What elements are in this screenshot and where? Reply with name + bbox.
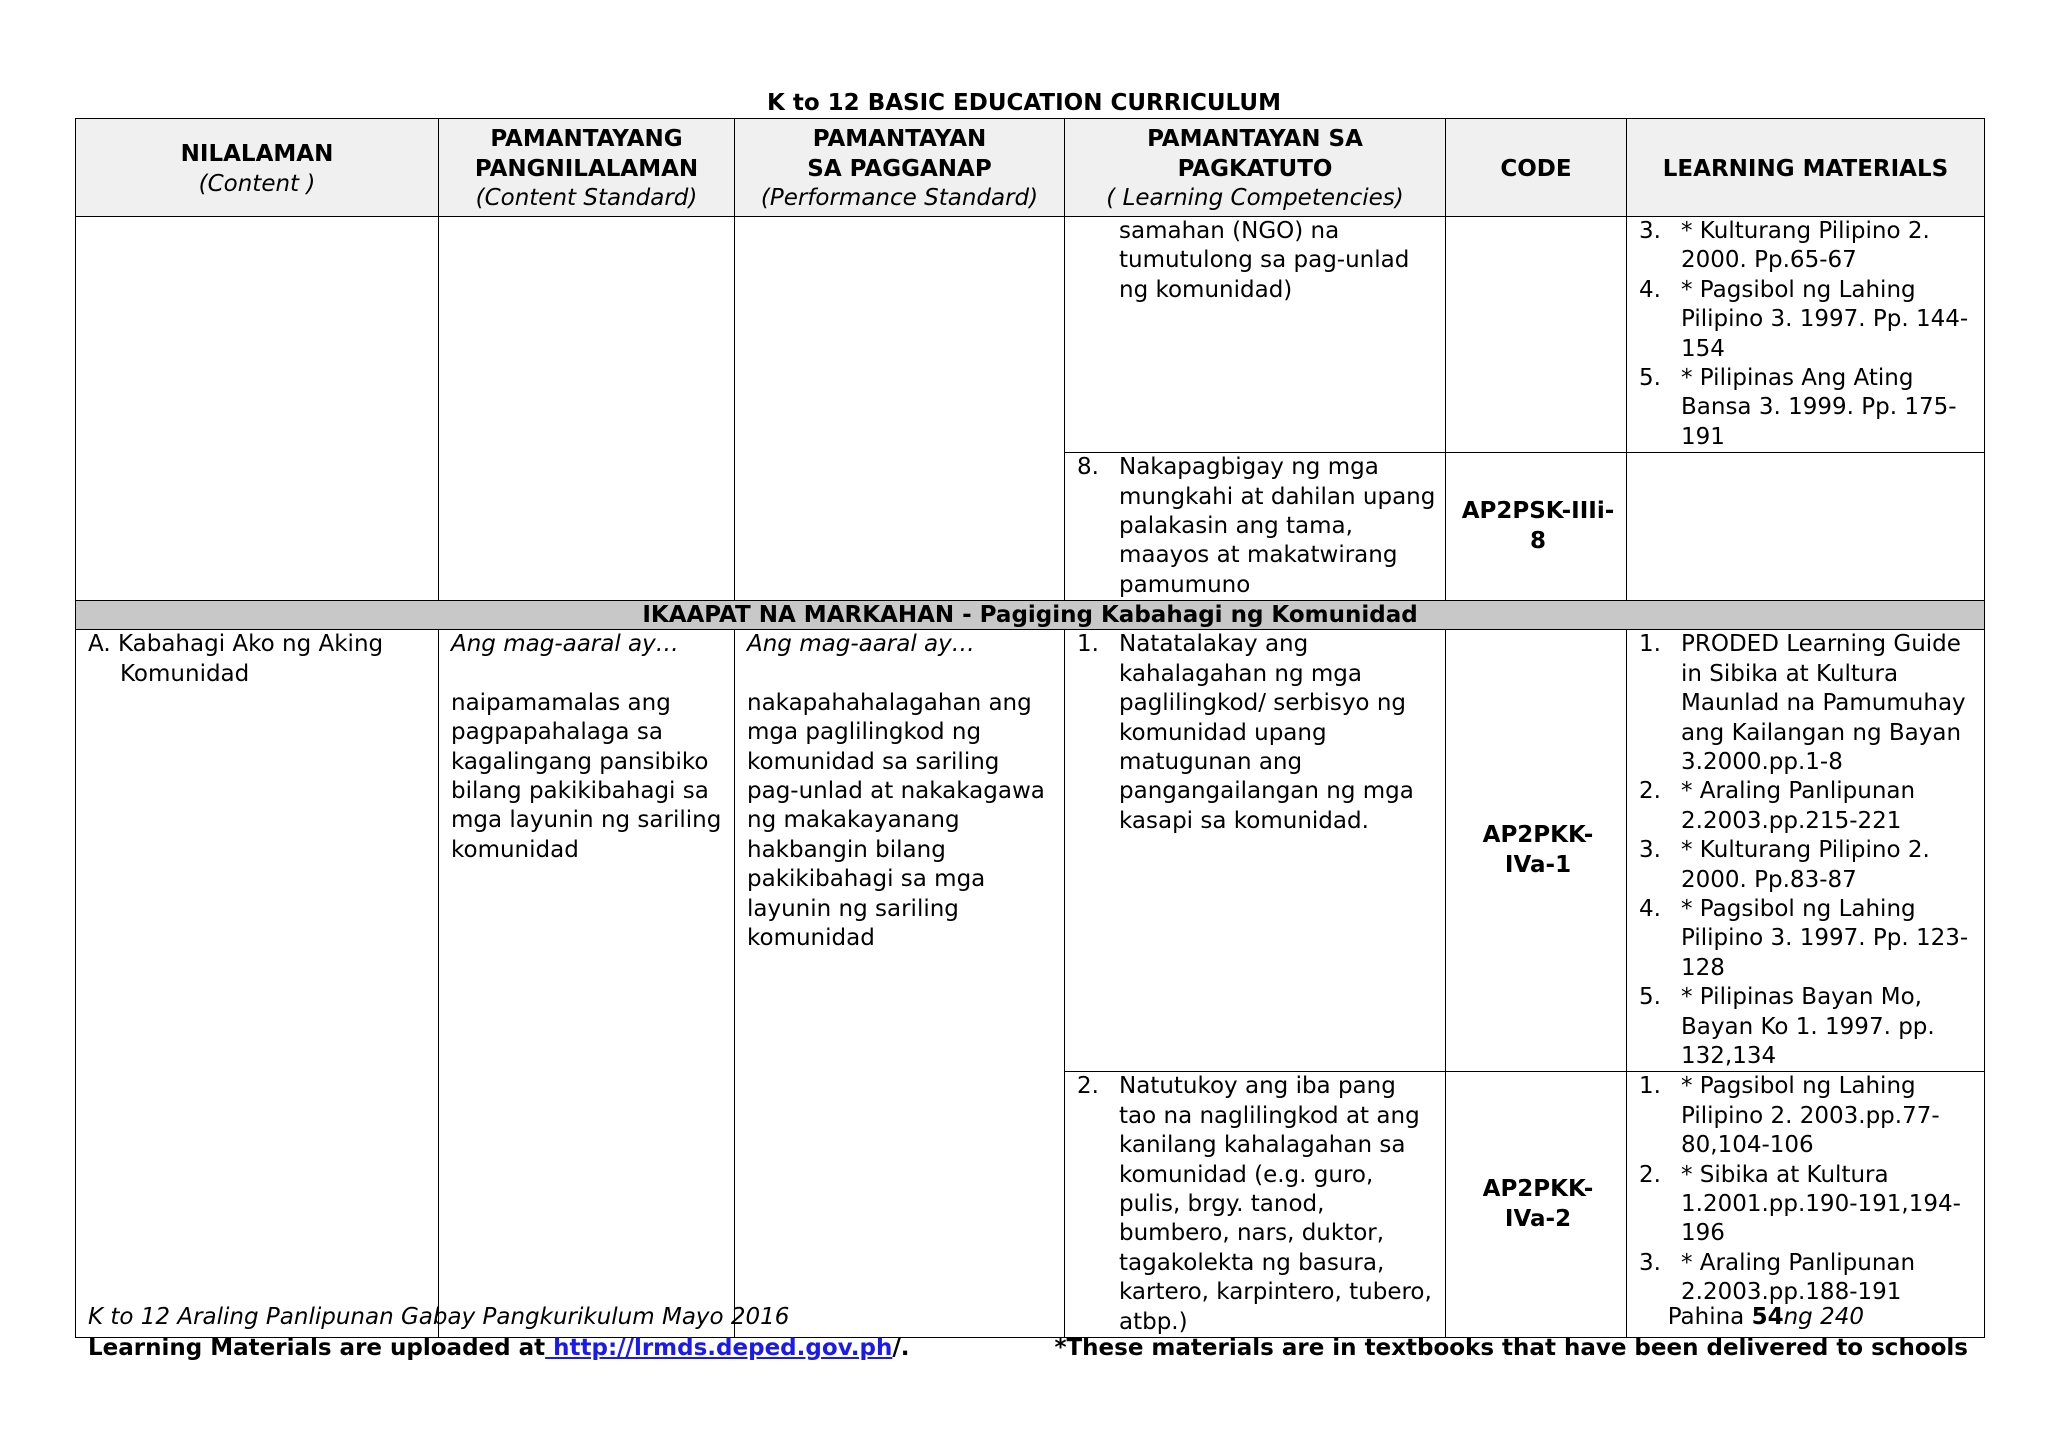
footer-uploaded-text: Learning Materials are uploaded at bbox=[88, 1335, 546, 1361]
footer-guide: K to 12 Araling Panlipunan Gabay Pangkurikulum Mayo 2016 bbox=[88, 1304, 790, 1330]
header-performance-standard: PAMANTAYAN SA PAGGANAP (Performance Standard) bbox=[735, 119, 1065, 217]
lrmds-link[interactable]: http://lrmds.deped.gov.ph bbox=[545, 1335, 893, 1361]
materials-cell bbox=[1627, 630, 1985, 1072]
header-row bbox=[76, 119, 1985, 217]
footer-line-1 bbox=[88, 1302, 1968, 1332]
footer-note: *These materials are in textbooks that have been delivered to schools bbox=[1054, 1335, 1968, 1361]
quarter-label: IKAAPAT NA MARKAHAN - Pagiging Kabahagi ng Komunidad bbox=[76, 601, 1985, 630]
header-content-standard: PAMANTAYANG PANGNILALAMAN (Content Standard) bbox=[439, 119, 735, 217]
competency-continued: samahan (NGO) na tumutulong sa pag-unlad ng komunidad) bbox=[1065, 217, 1446, 453]
materials-cell bbox=[1627, 217, 1985, 453]
materials-cell bbox=[1627, 1072, 1985, 1338]
header-content: NILALAMAN (Content ) bbox=[76, 119, 439, 217]
competency-cell bbox=[1065, 630, 1446, 1072]
list-item: 3. * Kulturang Pilipino 2. 2000. Pp.83-87 bbox=[1639, 837, 1930, 893]
list-item: 3. * Araling Panlipunan 2.2003.pp.188-191 bbox=[1639, 1249, 1916, 1306]
cell-empty bbox=[735, 217, 1065, 601]
code-cell: AP2PSK-IIIi-8 bbox=[1446, 453, 1627, 601]
list-item: 4. * Pagsibol ng Lahing Pilipino 3. 1997. Pp. 123-128 bbox=[1639, 895, 1969, 981]
footer-line-2: Learning Materials are uploaded at http://lrmds.deped.gov.ph/. *These materials are in textbooks that have been delivered to schools bbox=[88, 1335, 1968, 1361]
code-cell: AP2PKK-IVa-1 bbox=[1446, 630, 1627, 1072]
list-item: 1. * Pagsibol ng Lahing Pilipino 2. 2003.pp.77-80,104-106 bbox=[1639, 1073, 1940, 1159]
table-row bbox=[76, 217, 1985, 453]
list-item: 5. * Pilipinas Bayan Mo, Bayan Ko 1. 1997. pp. 132,134 bbox=[1639, 984, 1935, 1069]
content-standard-cell: Ang mag-aaral ay… naipamamalas ang pagpapahalaga sa kagalingang pansibiko bilang pakikibahagi sa mga layunin ng sariling komunidad bbox=[439, 630, 735, 1338]
document-title: K to 12 BASIC EDUCATION CURRICULUM bbox=[767, 90, 1281, 116]
list-item: 3. * Kulturang Pilipino 2. 2000. Pp.65-67 bbox=[1639, 218, 1930, 274]
performance-standard-cell: Ang mag-aaral ay… nakapahahalagahan ang mga paglilingkod ng komunidad sa sariling pag-unlad at nakakagawa ng makakayanang hakbangin bilang pakikibahagi sa mga layunin ng sariling komunidad bbox=[735, 630, 1065, 1338]
list-item: 1. PRODED Learning Guide in Sibika at Kultura Maunlad na Pamumuhay ang Kailangan ng Bayan 3.2000.pp.1-8 bbox=[1639, 631, 1966, 775]
list-item: 2. Natutukoy ang iba pang tao na naglilingkod at ang kanilang kahalagahan sa komunidad (e.g. guro, pulis, brgy. tanod, bumbero, nars, duktor, tagakolekta ng basura, kartero, karpintero, tubero, atbp.) bbox=[1077, 1073, 1432, 1335]
header-learning-materials: LEARNING MATERIALS bbox=[1627, 119, 1985, 217]
list-item: 5. * Pilipinas Ang Ating Bansa 3. 1999. Pp. 175-191 bbox=[1639, 365, 1957, 450]
footer-page-number: Pahina 54ng 240 bbox=[1667, 1304, 1864, 1330]
cell-empty bbox=[1446, 217, 1627, 453]
content-cell: A. Kabahagi Ako ng Aking Komunidad bbox=[76, 630, 439, 1338]
competency-cell bbox=[1065, 1072, 1446, 1338]
header-learning-competencies: PAMANTAYAN SA PAGKATUTO ( Learning Competencies) bbox=[1065, 119, 1446, 217]
list-item: 8. Nakapagbigay ng mga mungkahi at dahilan upang palakasin ang tama, maayos at makatwirang pamumuno bbox=[1077, 454, 1436, 598]
curriculum-table bbox=[75, 118, 1985, 1338]
list-item: 1. Natatalakay ang kahalagahan ng mga paglilingkod/ serbisyo ng komunidad upang matugunan ang pangangailangan ng mga kasapi sa komunidad. bbox=[1077, 631, 1414, 834]
cell-empty bbox=[439, 217, 735, 601]
code-cell: AP2PKK-IVa-2 bbox=[1446, 1072, 1627, 1338]
cell-empty bbox=[1627, 453, 1985, 601]
header-code: CODE bbox=[1446, 119, 1627, 217]
competency-cell bbox=[1065, 453, 1446, 601]
table-row bbox=[76, 630, 1985, 1072]
quarter-row bbox=[76, 601, 1985, 630]
list-item: 2. * Sibika at Kultura 1.2001.pp.190-191,194-196 bbox=[1639, 1161, 1961, 1247]
cell-empty bbox=[76, 217, 439, 601]
list-item: 4. * Pagsibol ng Lahing Pilipino 3. 1997. Pp. 144-154 bbox=[1639, 276, 1969, 362]
list-item: 2. * Araling Panlipunan 2.2003.pp.215-221 bbox=[1639, 778, 1916, 834]
